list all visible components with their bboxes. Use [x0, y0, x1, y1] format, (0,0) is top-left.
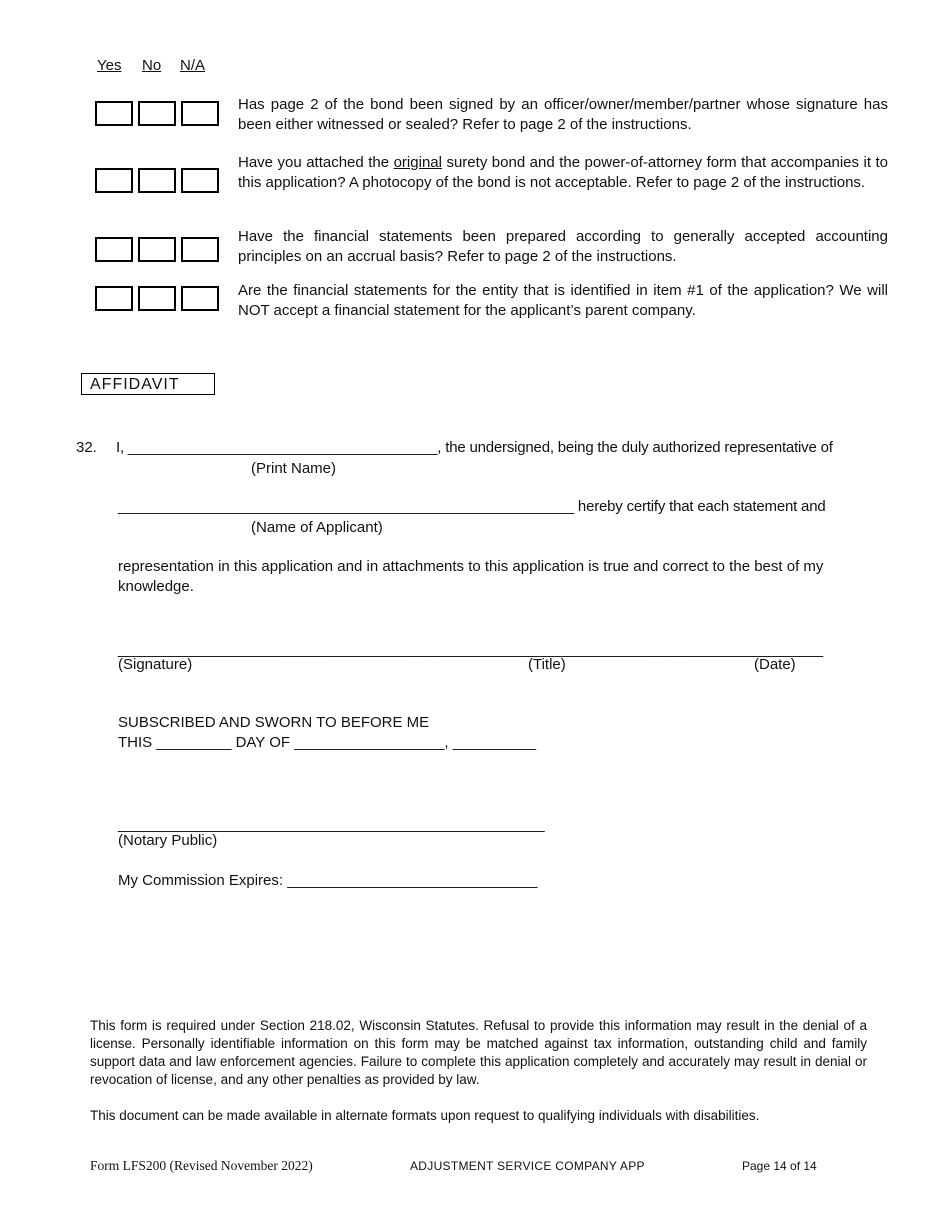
q3-no-checkbox[interactable]: [138, 237, 176, 262]
signature-label: (Signature): [118, 656, 193, 673]
question-1-text: Has page 2 of the bond been signed by an officer/owner/member/partner whose signature has been either witnessed or sealed? Refer to page 2 of the instructions.: [238, 96, 888, 133]
header-na: N/A: [180, 57, 206, 74]
signature-line[interactable]: ___________________________________________________________________________________________: [118, 641, 823, 658]
q3-na-checkbox[interactable]: [181, 237, 219, 262]
q4-na-checkbox[interactable]: [181, 286, 219, 311]
commission-expires-line[interactable]: My Commission Expires: ______________________________: [118, 872, 538, 889]
print-name-line[interactable]: I, ______________________________________, the undersigned, being the duly authorized representative of: [116, 439, 833, 456]
item-number: 32.: [76, 439, 97, 456]
header-no: No: [142, 57, 162, 74]
q1-no-checkbox[interactable]: [138, 101, 176, 126]
q3-yes-checkbox[interactable]: [95, 237, 133, 262]
q1-na-checkbox[interactable]: [181, 101, 219, 126]
q4-no-checkbox[interactable]: [138, 286, 176, 311]
applicant-name-label: (Name of Applicant): [251, 519, 383, 536]
notary-line[interactable]: _____________________________________________________: [118, 816, 545, 833]
affidavit-statement: representation in this application and in attachments to this application is true and correct to the best of my knowledge.: [118, 558, 824, 595]
q4-yes-checkbox[interactable]: [95, 286, 133, 311]
sworn-date-line[interactable]: THIS _________ DAY OF __________________, __________: [118, 734, 537, 751]
q2-no-checkbox[interactable]: [138, 168, 176, 193]
footer-page-number: Page 14 of 14: [742, 1159, 817, 1173]
question-3-text: Have the financial statements been prepared according to generally accepted accounting principles on an accrual basis? Refer to page 2 of the instructions.: [238, 228, 888, 265]
q1-yes-checkbox[interactable]: [95, 101, 133, 126]
question-4-text: Are the financial statements for the entity that is identified in item #1 of the application? We will NOT accept a financial statement for the applicant’s parent company.: [238, 282, 888, 319]
question-2-post: surety bond and the power-of-attorney form that accompanies it to this application? A photocopy of the bond is not acceptable. Refer to page 2 of the instructions.: [238, 154, 888, 191]
sworn-statement: SUBSCRIBED AND SWORN TO BEFORE ME: [118, 714, 430, 731]
accessibility-notice: This document can be made available in alternate formats upon request to qualifying individuals with disabilities.: [90, 1108, 760, 1123]
header-yes: Yes: [97, 57, 122, 74]
notary-label: (Notary Public): [118, 832, 218, 849]
applicant-name-line[interactable]: ________________________________________________________ hereby certify that each statement and: [118, 498, 826, 515]
question-2-text: [238, 153, 888, 192]
footer-doc-title: ADJUSTMENT SERVICE COMPANY APP: [410, 1159, 645, 1173]
title-label: (Title): [528, 656, 566, 673]
q2-yes-checkbox[interactable]: [95, 168, 133, 193]
question-2-pre: Have you attached the: [238, 154, 394, 171]
print-name-label: (Print Name): [251, 460, 337, 477]
q2-na-checkbox[interactable]: [181, 168, 219, 193]
question-2-emphasis: original: [393, 154, 442, 171]
date-label: (Date): [754, 656, 796, 673]
statutory-notice: This form is required under Section 218.02, Wisconsin Statutes. Refusal to provide this information may result in the denial of a license. Personally identifiable information on this form may be matched against tax information, outstanding child and family support data and law enforcement agencies. Failure to complete this application completely and accurately may result in denial or revocation of license, and any other penalties as provided by law.: [90, 1018, 867, 1087]
footer-form-id: Form LFS200 (Revised November 2022): [90, 1158, 313, 1173]
affidavit-heading: AFFIDAVIT: [81, 373, 215, 395]
